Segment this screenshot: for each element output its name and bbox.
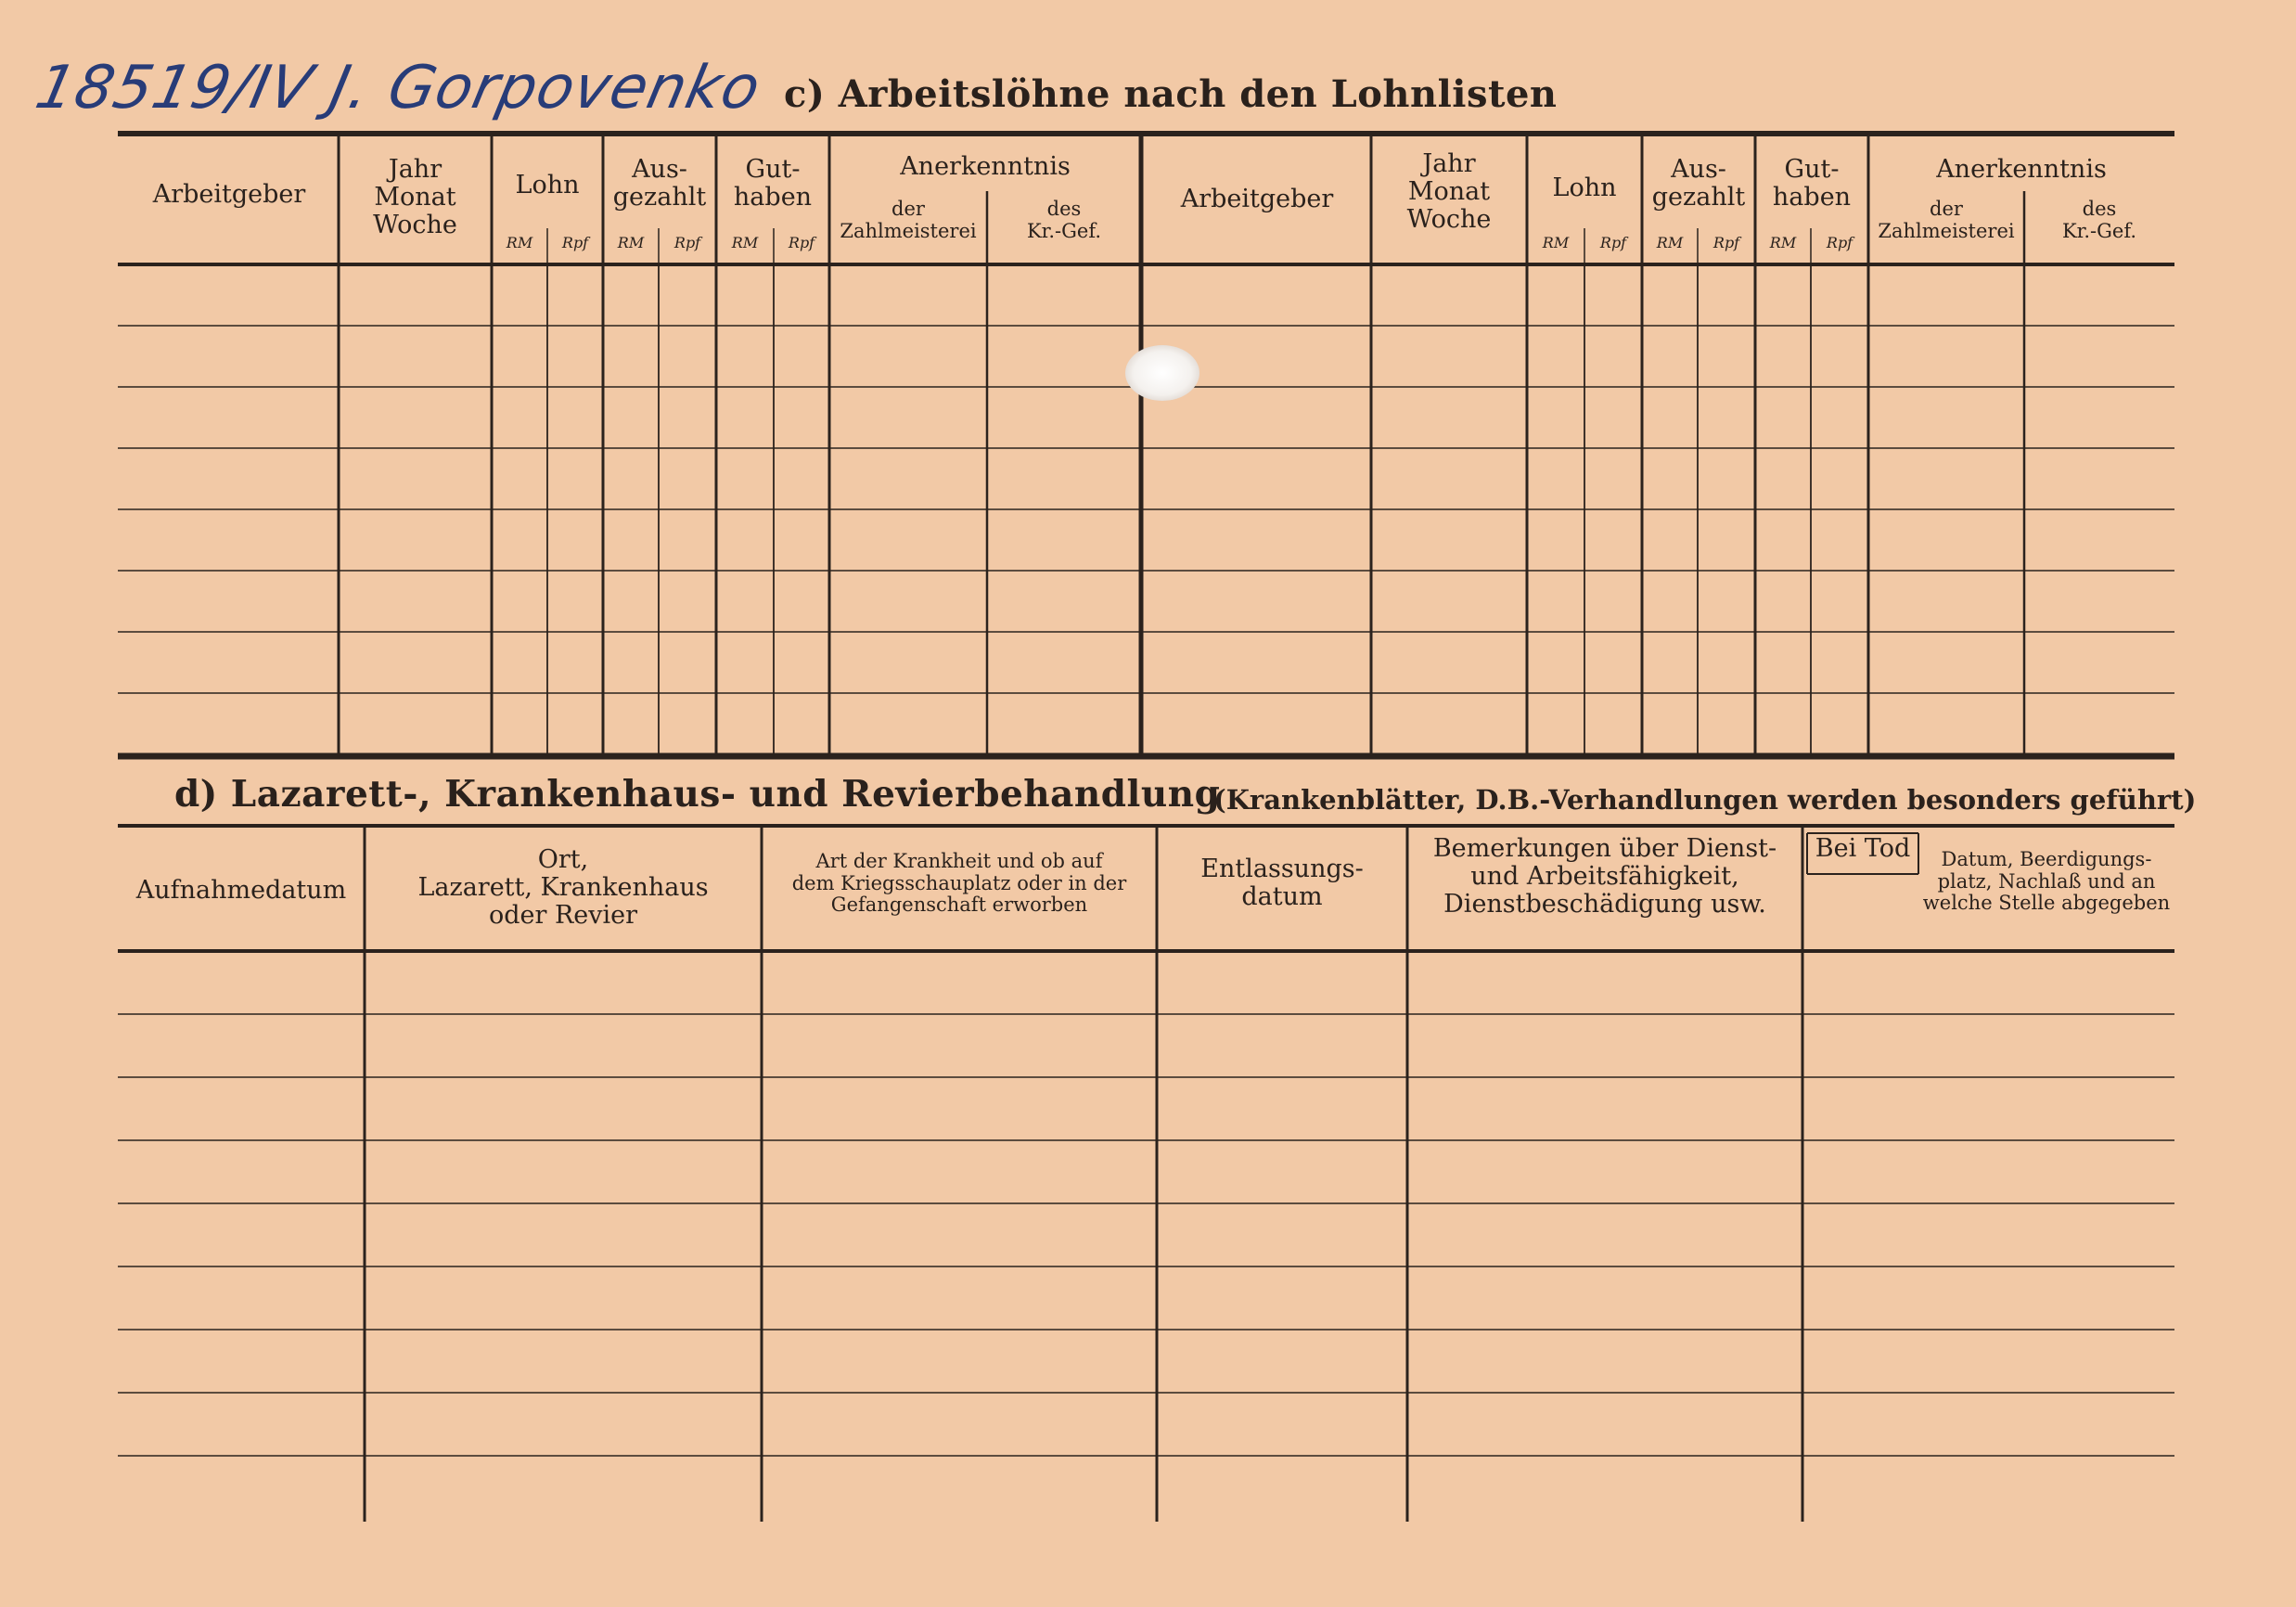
- header-anerkenntnis-right: Anerkenntnis: [1936, 155, 2107, 184]
- header-jahr-left: Jahr Monat Woche: [373, 155, 457, 240]
- header-datum-beerdigung: Datum, Beerdigungs- platz, Nachlaß und an welche Stelle abgegeben: [1922, 848, 2171, 915]
- unit-rm-lohn-left: RM: [506, 234, 533, 251]
- header-art-der-krankheit: Art der Krankheit und ob auf dem Kriegsschauplatz oder in der Gefangenschaft erworben: [791, 850, 1127, 917]
- section-d-subtitle: (Krankenblätter, D.B.-Verhandlungen werden besonders geführt): [1213, 784, 2197, 816]
- unit-rm-guthaben-right: RM: [1769, 234, 1797, 251]
- header-ausgezahlt-right: Aus- gezahlt: [1651, 155, 1746, 212]
- unit-rm-ausgezahlt-left: RM: [617, 234, 645, 251]
- unit-rm-ausgezahlt-right: RM: [1656, 234, 1684, 251]
- header-aufnahmedatum: Aufnahmedatum: [135, 876, 347, 905]
- header-guthaben-right: Gut- haben: [1772, 155, 1852, 212]
- subheader-der-zahlmeisterei-right: der Zahlmeisterei: [1878, 198, 2015, 242]
- unit-rpf-guthaben-right: Rpf: [1826, 234, 1853, 251]
- subheader-des-krgef-right: des Kr.-Gef.: [2061, 198, 2137, 242]
- subheader-der-zahlmeisterei-left: der Zahlmeisterei: [840, 198, 977, 242]
- subheader-des-krgef-left: des Kr.-Gef.: [1026, 198, 1102, 242]
- header-anerkenntnis-left: Anerkenntnis: [900, 152, 1071, 181]
- unit-rpf-guthaben-left: Rpf: [788, 234, 815, 251]
- header-bemerkungen: Bemerkungen über Dienst- und Arbeitsfähigkeit, Dienstbeschädigung usw.: [1432, 834, 1777, 919]
- unit-rpf-lohn-left: Rpf: [561, 234, 589, 251]
- handwritten-reference: 18519/IV J. Gorpovenko: [30, 54, 767, 122]
- unit-rpf-lohn-right: Rpf: [1599, 234, 1627, 251]
- header-ausgezahlt-left: Aus- gezahlt: [612, 155, 707, 212]
- unit-rm-guthaben-left: RM: [731, 234, 759, 251]
- section-c-title: c) Arbeitslöhne nach den Lohnlisten: [784, 72, 1558, 116]
- punch-hole: [1125, 345, 1199, 401]
- header-jahr-right: Jahr Monat Woche: [1406, 149, 1492, 235]
- header-lohn-right: Lohn: [1552, 174, 1617, 202]
- header-ort-lazarett: Ort, Lazarett, Krankenhaus oder Revier: [417, 845, 709, 931]
- unit-rpf-ausgezahlt-right: Rpf: [1712, 234, 1740, 251]
- header-arbeitgeber-left: Arbeitgeber: [152, 180, 306, 209]
- header-guthaben-left: Gut- haben: [733, 155, 813, 212]
- unit-rpf-ausgezahlt-left: Rpf: [673, 234, 701, 251]
- unit-rm-lohn-right: RM: [1542, 234, 1570, 251]
- header-arbeitgeber-right: Arbeitgeber: [1180, 185, 1334, 213]
- section-d-title: d) Lazarett-, Krankenhaus- und Revierbehandlung: [174, 773, 1221, 816]
- header-lohn-left: Lohn: [515, 171, 580, 199]
- header-bei-tod: Bei Tod: [1815, 834, 1911, 863]
- header-entlassungsdatum: Entlassungs- datum: [1200, 855, 1364, 912]
